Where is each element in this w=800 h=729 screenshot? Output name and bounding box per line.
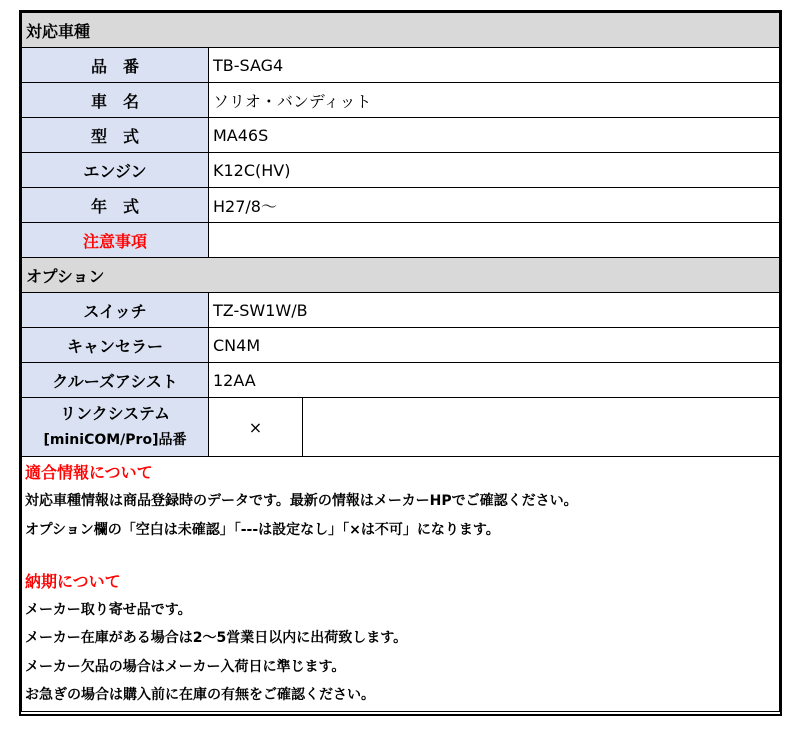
row-label-caution: 注意事項 [22, 223, 209, 258]
row-value: K12C(HV) [209, 153, 780, 188]
table-row [22, 153, 780, 188]
row-label: クルーズアシスト [22, 363, 209, 398]
link-system-value: × [209, 398, 303, 457]
row-label: 車 名 [22, 83, 209, 118]
link-system-label-line1: リンクシステム [59, 404, 171, 423]
row-value: CN4M [209, 328, 780, 363]
spec-table [21, 12, 780, 712]
row-value [209, 223, 780, 258]
row-label: キャンセラー [22, 328, 209, 363]
compat-line: オプション欄の「空白は未確認」「---は設定なし」「×は不可」になります。 [25, 521, 500, 538]
table-row [22, 328, 780, 363]
compatibility-sheet [19, 10, 782, 716]
compat-line: 対応車種情報は商品登録時のデータです。最新の情報はメーカーHPでご確認ください。 [25, 493, 578, 510]
notes-row [22, 457, 780, 712]
row-label: 型 式 [22, 118, 209, 153]
delivery-line: メーカー欠品の場合はメーカー入荷日に準じます。 [25, 658, 346, 675]
table-row [22, 188, 780, 223]
link-system-row [22, 398, 780, 457]
spacer [25, 544, 776, 568]
delivery-heading: 納期について [25, 571, 121, 591]
row-label: スイッチ [22, 293, 209, 328]
row-label: 年 式 [22, 188, 209, 223]
row-value: MA46S [209, 118, 780, 153]
notes-cell [22, 457, 780, 712]
table-row [22, 223, 780, 258]
options-section-header [22, 258, 780, 293]
link-system-label-line2: [miniCOM/Pro]品番 [43, 432, 187, 448]
link-system-label [22, 398, 209, 457]
link-system-empty-cell [303, 398, 780, 457]
table-row [22, 293, 780, 328]
table-row [22, 83, 780, 118]
vehicle-section-header [22, 13, 780, 48]
row-label: 品 番 [22, 48, 209, 83]
table-row [22, 48, 780, 83]
table-row [22, 363, 780, 398]
delivery-line: メーカー取り寄せ品です。 [25, 602, 192, 619]
row-label: エンジン [22, 153, 209, 188]
row-value: 12AA [209, 363, 780, 398]
row-value: TZ-SW1W/B [209, 293, 780, 328]
delivery-line: メーカー在庫がある場合は2〜5営業日以内に出荷致します。 [25, 630, 408, 647]
row-value: ソリオ・バンディット [209, 83, 780, 118]
table-row [22, 118, 780, 153]
compat-heading: 適合情報について [25, 463, 153, 482]
section-title: 対応車種 [22, 13, 780, 48]
row-value: TB-SAG4 [209, 48, 780, 83]
row-value: H27/8〜 [209, 188, 780, 223]
section-title: オプション [22, 258, 780, 293]
delivery-line: お急ぎの場合は購入前に在庫の有無をご確認ください。 [25, 687, 375, 704]
